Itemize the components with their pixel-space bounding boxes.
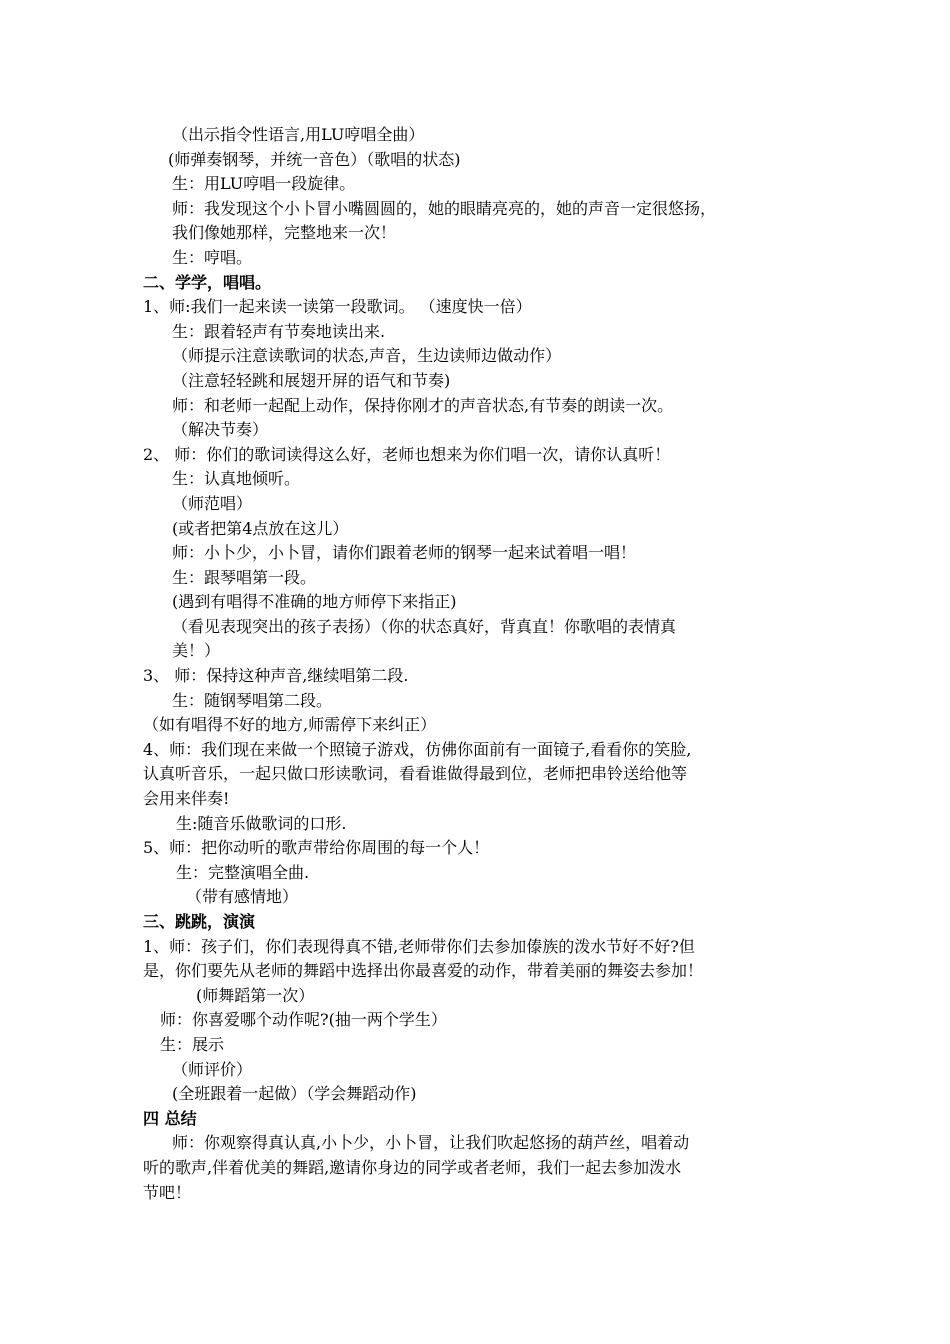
text-line: 会用来伴奏!	[143, 789, 230, 809]
text-line: （如有唱得不好的地方,师需停下来纠正）	[143, 715, 437, 735]
text-line: 师：小卜少，小卜冒，请你们跟着老师的钢琴一起来试着唱一唱！	[172, 543, 637, 563]
section-heading: 三、跳跳，演演	[143, 912, 256, 931]
text-line: 生：认真地倾听。	[172, 469, 301, 489]
text-line: 美！）	[172, 641, 221, 661]
text-line: 3、 师：保持这种声音,继续唱第二段.	[143, 666, 409, 686]
text-line: 生：随钢琴唱第二段。	[172, 690, 333, 710]
text-line: 1、师:我们一起来读一读第一段歌词。 （速度快一倍）	[143, 297, 532, 317]
text-line: 师：你观察得真认真,小卜少，小卜冒，让我们吹起悠扬的葫芦丝，唱着动	[172, 1133, 690, 1153]
text-line: 生：哼唱。	[172, 247, 253, 267]
text-line: 师：你喜爱哪个动作呢?(抽一两个学生）	[160, 1010, 447, 1030]
section-heading: 四 总结	[143, 1108, 197, 1128]
text-line: 生：展示	[160, 1034, 225, 1054]
text-line: 认真听音乐，一起只做口形读歌词，看看谁做得最到位，老师把串铃送给他等	[143, 764, 688, 784]
text-line: （出示指令性语言,用LU哼唱全曲）	[172, 125, 425, 144]
text-line: 5、师：把你动听的歌声带给你周围的每一个人！	[143, 838, 490, 858]
text-line: （师评价）	[172, 1059, 253, 1079]
text-line: （注意轻轻跳和展翅开屏的语气和节奏)	[172, 370, 451, 390]
text-line: （带有感情地）	[186, 887, 299, 907]
text-line: (师弹奏钢琴，并统一音色）（歌唱的状态)	[168, 149, 461, 169]
text-line: 师：我发现这个小卜冒小嘴圆圆的，她的眼睛亮亮的，她的声音一定很悠扬，	[172, 198, 717, 218]
text-line: (全班跟着一起做）（学会舞蹈动作)	[172, 1084, 417, 1104]
text-line: (或者把第4点放在这儿）	[172, 518, 349, 538]
text-line: （解决节奏）	[172, 420, 269, 440]
section-heading: 二、学学，唱唱。	[143, 272, 272, 292]
text-line: 生：跟着轻声有节奏地读出来.	[172, 321, 386, 341]
text-line: 是，你们要先从老师的舞蹈中选择出你最喜爱的动作，带着美丽的舞姿去参加！	[143, 961, 704, 981]
text-line: (师舞蹈第一次）	[196, 985, 315, 1005]
text-line: 节吧！	[143, 1182, 192, 1202]
text-line: 生：用LU哼唱一段旋律。	[172, 174, 356, 194]
text-line: 我们像她那样，完整地来一次！	[172, 223, 397, 243]
text-line: 生：跟琴唱第一段。	[172, 567, 317, 587]
text-line: 生:随音乐做歌词的口形.	[176, 813, 347, 833]
lesson-plan-text	[0, 123, 950, 1205]
text-line: （师提示注意读歌词的状态,声音，生边读师边做动作）	[172, 346, 562, 366]
text-line: （看见表现突出的孩子表扬）（你的状态真好，背真直！你歌唱的表情真	[172, 616, 677, 636]
text-line: （师范唱）	[172, 493, 253, 513]
text-line: 师：和老师一起配上动作，保持你刚才的声音状态,有节奏的朗读一次。	[172, 395, 674, 415]
text-line: 2、 师：你们的歌词读得这么好，老师也想来为你们唱一次，请你认真听！	[143, 444, 671, 464]
text-line: 听的歌声,伴着优美的舞蹈,邀请你身边的同学或者老师，我们一起去参加泼水	[143, 1157, 682, 1177]
text-line: 生：完整演唱全曲.	[176, 862, 310, 882]
text-line: 1、师：孩子们，你们表现得真不错,老师带你们去参加傣族的泼水节好不好?但	[143, 936, 695, 956]
text-line: (遇到有唱得不准确的地方师停下来指正)	[172, 592, 457, 612]
text-line: 4、师：我们现在来做一个照镜子游戏，仿佛你面前有一面镜子,看看你的笑脸,	[143, 739, 692, 759]
